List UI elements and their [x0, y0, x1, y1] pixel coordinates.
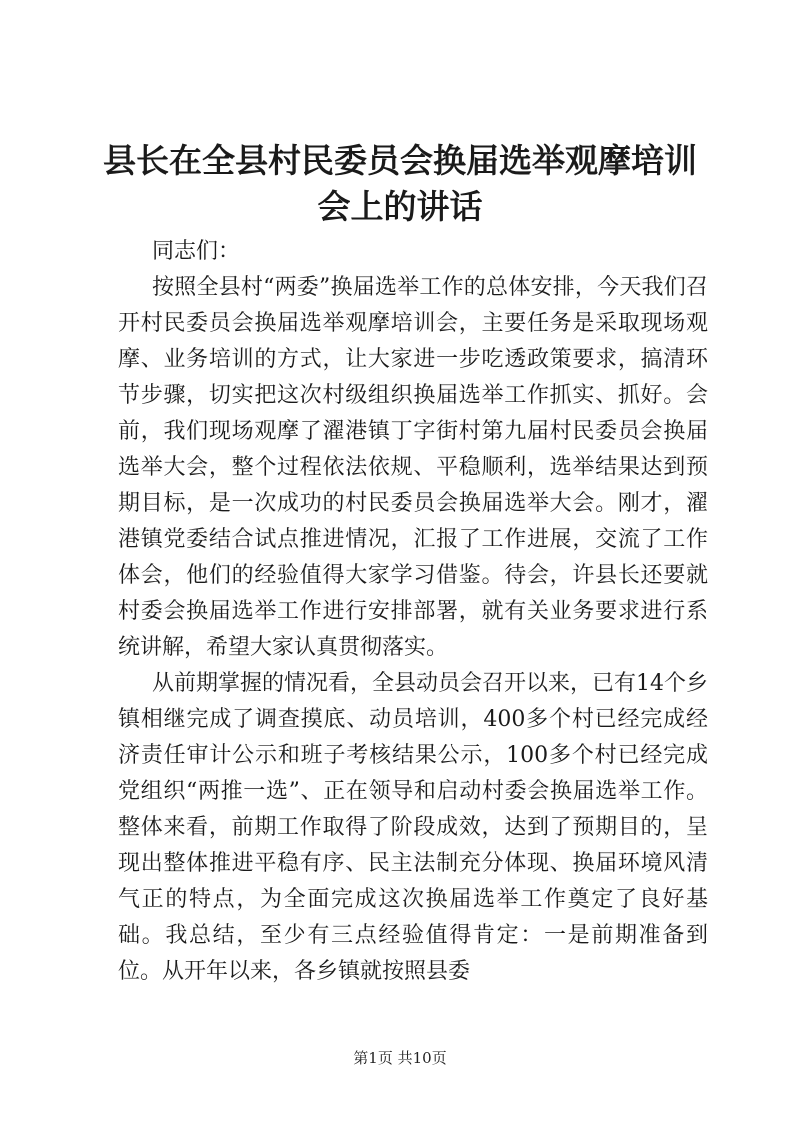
document-title: 县长在全县村民委员会换届选举观摩培训会上的讲话	[103, 141, 697, 226]
greeting-line: 同志们：	[152, 239, 241, 264]
page-footer: 第1页 共10页	[353, 1049, 447, 1067]
body-paragraph-2: 从前期掌握的情况看，全县动员会召开以来，已有14个乡镇相继完成了调查摸底、动员培训，400多个村已经完成经济责任审计公示和班子考核结果公示，100多个村已经完成党组织“两推一选”、正在领导和启动村委会换届选举工作。整体来看，前期工作取得了阶段成效，达到了预期目的，呈现出整体推进平稳有序、民主法制充分体现、换届环境风清气正的特点，为全面完成这次换届选举工作奠定了良好基础。我总结，至少有三点经验值得肯定：一是前期准备到位。从开年以来，各乡镇就按照县委	[118, 671, 708, 984]
body-paragraph-1: 按照全县村“两委”换届选举工作的总体安排，今天我们召开村民委员会换届选举观摩培训会，主要任务是采取现场观摩、业务培训的方式，让大家进一步吃透政策要求，搞清环节步骤，切实把这次村级组织换届选举工作抓实、抓好。会前，我们现场观摩了濯港镇丁字街村第九届村民委员会换届选举大会，整个过程依法依规、平稳顺利，选举结果达到预期目标，是一次成功的村民委员会换届选举大会。刚才，濯港镇党委结合试点推进情况，汇报了工作进展，交流了工作体会，他们的经验值得大家学习借鉴。待会，许县长还要就村委会换届选举工作进行安排部署，就有关业务要求进行系统讲解，希望大家认真贯彻落实。	[118, 275, 708, 660]
